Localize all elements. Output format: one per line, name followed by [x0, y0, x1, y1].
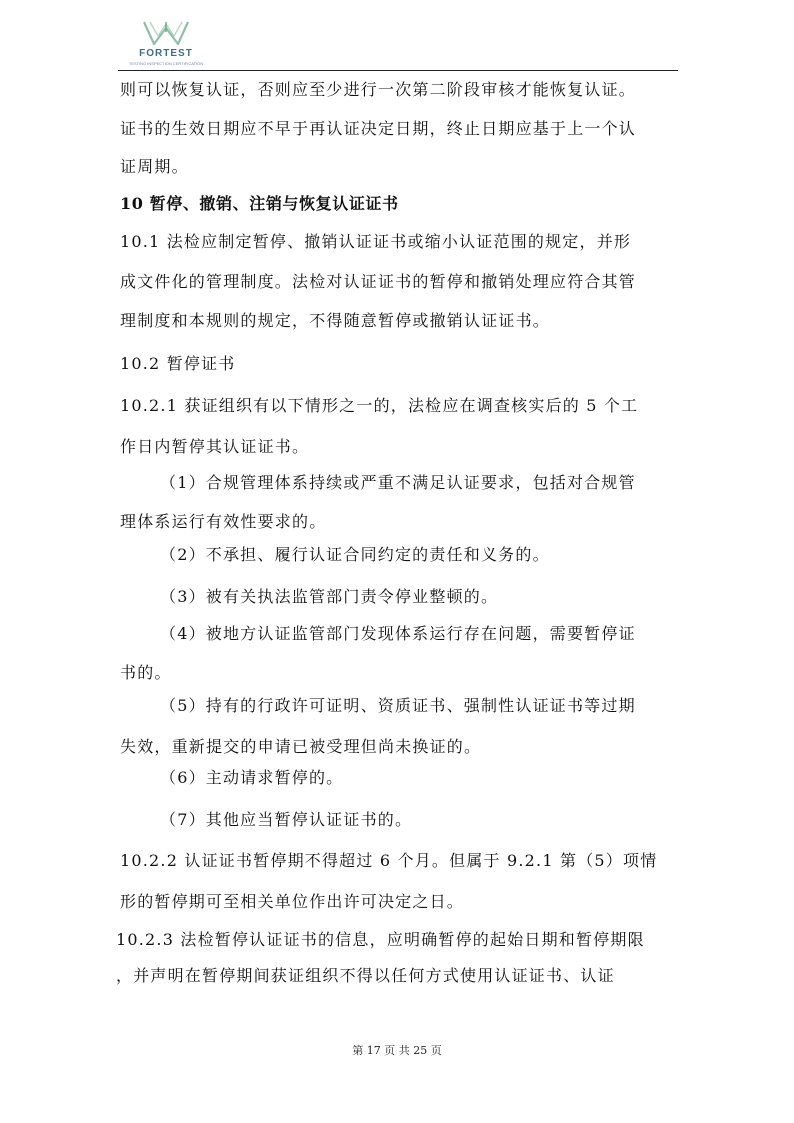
list-item: （3）被有关执法监管部门责令停业整顿的。	[160, 587, 499, 606]
body-line: 则可以恢复认证，否则应至少进行一次第二阶段审核才能恢复认证。	[120, 80, 637, 99]
body-line: 书的。	[120, 663, 172, 682]
list-item: （7）其他应当暂停认证证书的。	[160, 810, 413, 829]
body-line: 10.1 法检应制定暂停、撤销认证证书或缩小认证范围的规定，并形	[120, 232, 632, 251]
body-line: 形的暂停期可至相关单位作出许可决定之日。	[120, 892, 465, 911]
list-item: （5）持有的行政许可证明、资质证书、强制性认证证书等过期	[160, 696, 636, 715]
fortest-logo-mark-icon	[118, 18, 214, 48]
body-line: 10.2.1 获证组织有以下情形之一的，法检应在调查核实后的 5 个工	[120, 396, 639, 415]
body-line: 失效，重新提交的申请已被受理但尚未换证的。	[120, 737, 482, 756]
body-line: ，并声明在暂停期间获证组织不得以任何方式使用认证证书、认证	[116, 966, 615, 985]
body-line: 理制度和本规则的规定，不得随意暂停或撤销认证证书。	[120, 311, 551, 330]
subsection-heading: 10.2 暂停证书	[120, 354, 236, 373]
body-line: 10.2.3 法检暂停认证证书的信息，应明确暂停的起始日期和暂停期限	[116, 930, 645, 949]
body-line: 证书的生效日期应不早于再认证决定日期，终止日期应基于上一个认	[120, 119, 637, 138]
logo-name: FORTEST	[139, 48, 193, 59]
section-heading: 10 暂停、撤销、注销与恢复认证证书	[120, 194, 399, 213]
body-line: 10.2.2 认证证书暂停期不得超过 6 个月。但属于 9.2.1 第（5）项情	[120, 851, 658, 870]
header-divider	[118, 70, 678, 71]
body-line: 证周期。	[120, 157, 189, 176]
list-item: （2）不承担、履行认证合同约定的责任和义务的。	[160, 545, 550, 564]
list-item: （1）合规管理体系持续或严重不满足认证要求，包括对合规管	[160, 473, 636, 492]
fortest-logo	[118, 18, 214, 68]
list-item: （4）被地方认证监管部门发现体系运行存在问题，需要暂停证	[160, 624, 636, 643]
body-line: 作日内暂停其认证证书。	[120, 437, 310, 456]
body-line: 成文件化的管理制度。法检对认证证书的暂停和撤销处理应符合其管	[120, 272, 637, 291]
list-item: （6）主动请求暂停的。	[160, 768, 344, 787]
body-line: 理体系运行有效性要求的。	[120, 512, 327, 531]
logo-tagline: TESTING INSPECTION CERTIFICATION	[128, 61, 204, 66]
page-number: 第 17 页 共 25 页	[352, 1044, 442, 1057]
